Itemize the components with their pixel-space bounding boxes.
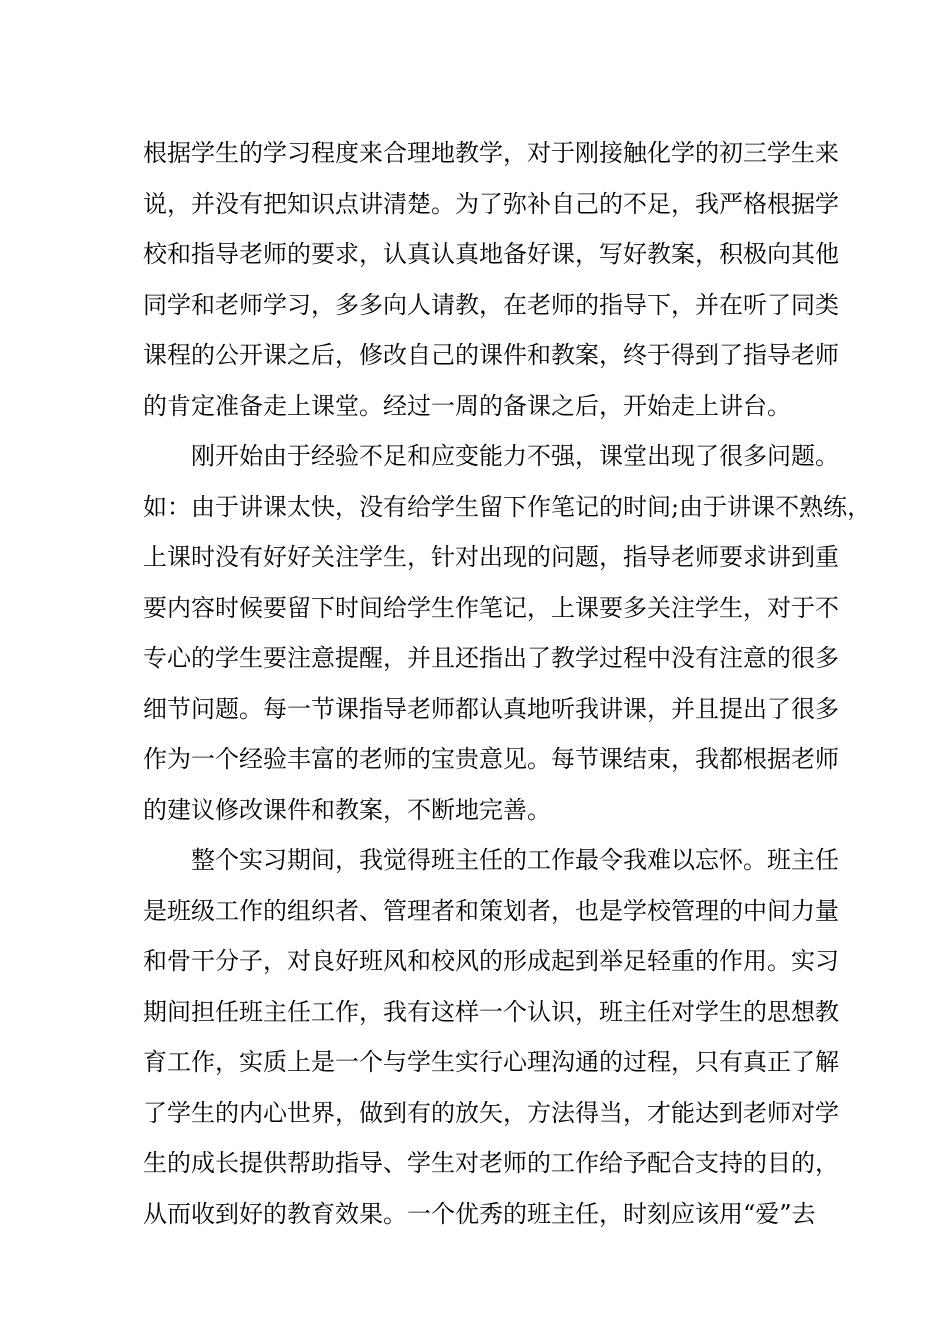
text-line: 期间担任班主任工作，我有这样一个认识，班主任对学生的思想教 [143,997,839,1026]
text-line: 专心的学生要注意提醒，并且还指出了教学过程中没有注意的很多 [143,644,839,672]
text-line: 细节问题。每一节课指导老师都认真地听我讲课，并且提出了很多 [143,694,839,723]
text-line: 从而收到好的教育效果。一个优秀的班主任，时刻应该用“爱”去 [143,1199,816,1228]
text-line: 上课时没有好好关注学生，针对出现的问题，指导老师要求讲到重 [143,543,839,571]
text-line: 如：由于讲课太快，没有给学生留下作笔记的时间;由于讲课不熟练， [143,492,872,521]
text-line: 同学和老师学习，多多向人请教，在老师的指导下，并在听了同类 [143,290,839,319]
text-line: 的建议修改课件和教案，不断地完善。 [143,795,551,824]
paragraph-start-line: 整个实习期间，我觉得班主任的工作最令我难以忘怀。班主任 [191,846,839,874]
text-line: 的肯定准备走上课堂。经过一周的备课之后，开始走上讲台。 [143,391,791,420]
text-line: 校和指导老师的要求，认真认真地备好课，写好教案，积极向其他 [143,240,839,268]
text-line: 要内容时候要留下时间给学生作笔记，上课要多关注学生，对于不 [143,593,839,622]
paragraph-start-line: 刚开始由于经验不足和应变能力不强，课堂出现了很多问题。 [191,442,839,470]
text-line: 了学生的内心世界，做到有的放矢，方法得当，才能达到老师对学 [143,1098,839,1127]
text-line: 根据学生的学习程度来合理地教学，对于刚接触化学的初三学生来 [143,139,839,167]
text-line: 课程的公开课之后，修改自己的课件和教案，终于得到了指导老师 [143,341,839,369]
text-line: 作为一个经验丰富的老师的宝贵意见。每节课结束，我都根据老师 [143,745,839,773]
text-line: 育工作，实质上是一个与学生实行心理沟通的过程，只有真正了解 [143,1048,839,1076]
text-line: 说，并没有把知识点讲清楚。为了弥补自己的不足，我严格根据学 [143,189,839,218]
text-line: 生的成长提供帮助指导、学生对老师的工作给予配合支持的目的， [143,1149,839,1177]
text-line: 是班级工作的组织者、管理者和策划者，也是学校管理的中间力量 [143,896,839,925]
body-text [143,128,872,1239]
text-line: 和骨干分子，对良好班风和校风的形成起到举足轻重的作用。实习 [143,947,839,975]
